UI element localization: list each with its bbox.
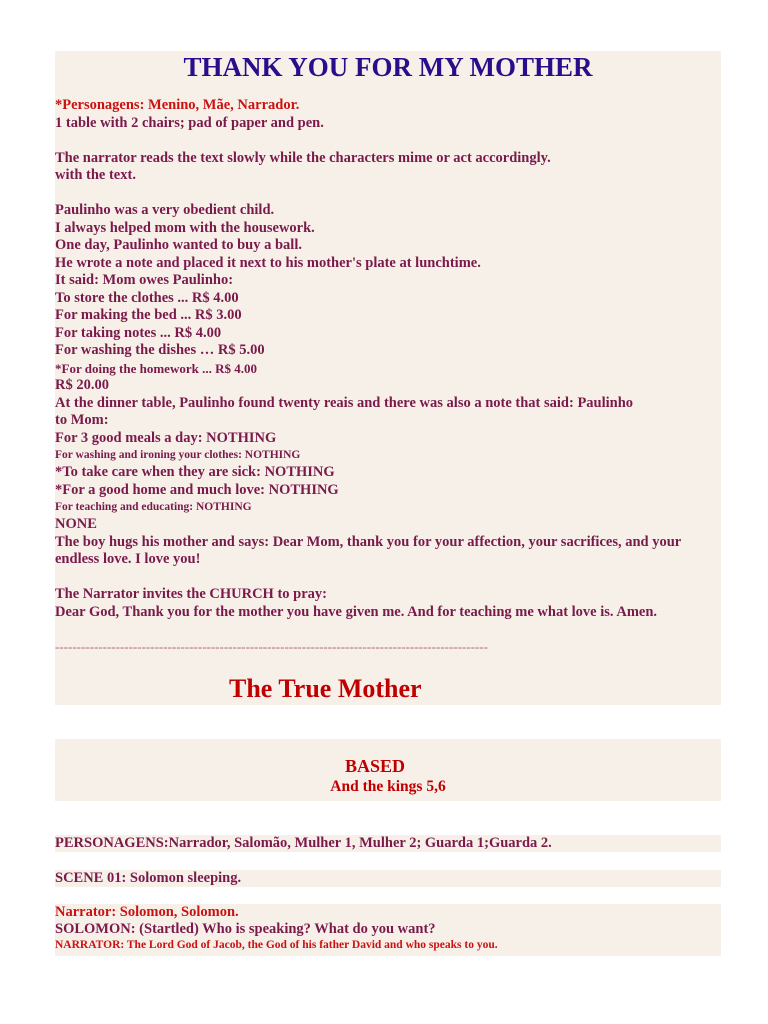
dialogue-line: Narrator: Solomon, Solomon. [55,904,239,920]
text-line: For washing and ironing your clothes: NOTHING [55,449,301,461]
text-line: It said: Mom owes Paulinho: [55,272,234,288]
text-line: with the text. [55,167,136,183]
text-line: The boy hugs his mother and says: Dear Mom, thank you for your affection, your sacrifices, and your [55,533,682,550]
scene-heading: SCENE 01: Solomon sleeping. [55,870,242,886]
text-line: NONE [55,516,97,532]
text-line: *For a good home and much love: NOTHING [55,481,339,498]
based-heading: BASED [344,756,406,776]
dialogue-line: SOLOMON: (Startled) Who is speaking? What do you want? [55,920,436,937]
dialogue-lines [55,904,721,954]
text-line: 1 table with 2 chairs; pad of paper and pen. [55,114,324,131]
blank-line [55,569,721,587]
text-line: endless love. I love you! [55,551,201,567]
text-line: *For doing the homework ... R$ 4.00 [55,360,257,376]
play-title: THANK YOU FOR MY MOTHER [183,52,593,82]
text-line: For washing the dishes … R$ 5.00 [55,342,265,358]
second-play-title: The True Mother [229,674,422,703]
text-line: For making the bed ... R$ 3.00 [55,307,242,323]
text-line: He wrote a note and placed it next to his mother's plate at lunchtime. [55,254,481,271]
dialogue-section [55,904,721,956]
text-line: To store the clothes ... R$ 4.00 [55,289,239,306]
text-line: For taking notes ... R$ 4.00 [55,324,222,341]
blank-line [55,185,721,203]
separator-line: ---------------------------------------------------------------------------------------------------- [55,639,488,654]
text-line: At the dinner table, Paulinho found twenty reais and there was also a note that said: Paulinho [55,394,634,411]
characters-section [55,835,721,852]
blank-line [55,132,721,150]
dialogue-line: NARRATOR: The Lord God of Jacob, the God of his father David and who speaks to you. [55,939,498,951]
text-line: For teaching and educating: NOTHING [55,501,252,513]
text-line: The Narrator invites the CHURCH to pray: [55,586,327,602]
based-section [55,739,721,801]
text-line: Dear God, Thank you for the mother you have given me. And for teaching me what love is. Amen. [55,603,658,620]
text-line: *Personagens: Menino, Mãe, Narrador. [55,97,300,113]
text-line: to Mom: [55,412,109,428]
characters-list: PERSONAGENS:Narrador, Salomão, Mulher 1, Mulher 2; Guarda 1;Guarda 2. [55,835,552,851]
text-line: I always helped mom with the housework. [55,219,315,236]
text-line: One day, Paulinho wanted to buy a ball. [55,237,302,253]
play-one-section [55,51,721,705]
text-line: R$ 20.00 [55,377,109,393]
text-line: *To take care when they are sick: NOTHING [55,464,335,480]
scene-section [55,870,721,887]
play-one-text [55,97,721,621]
text-line: For 3 good meals a day: NOTHING [55,429,277,446]
text-line: The narrator reads the text slowly while the characters mime or act accordingly. [55,149,551,166]
bible-reference: And the kings 5,6 [330,778,446,795]
text-line: Paulinho was a very obedient child. [55,202,275,218]
